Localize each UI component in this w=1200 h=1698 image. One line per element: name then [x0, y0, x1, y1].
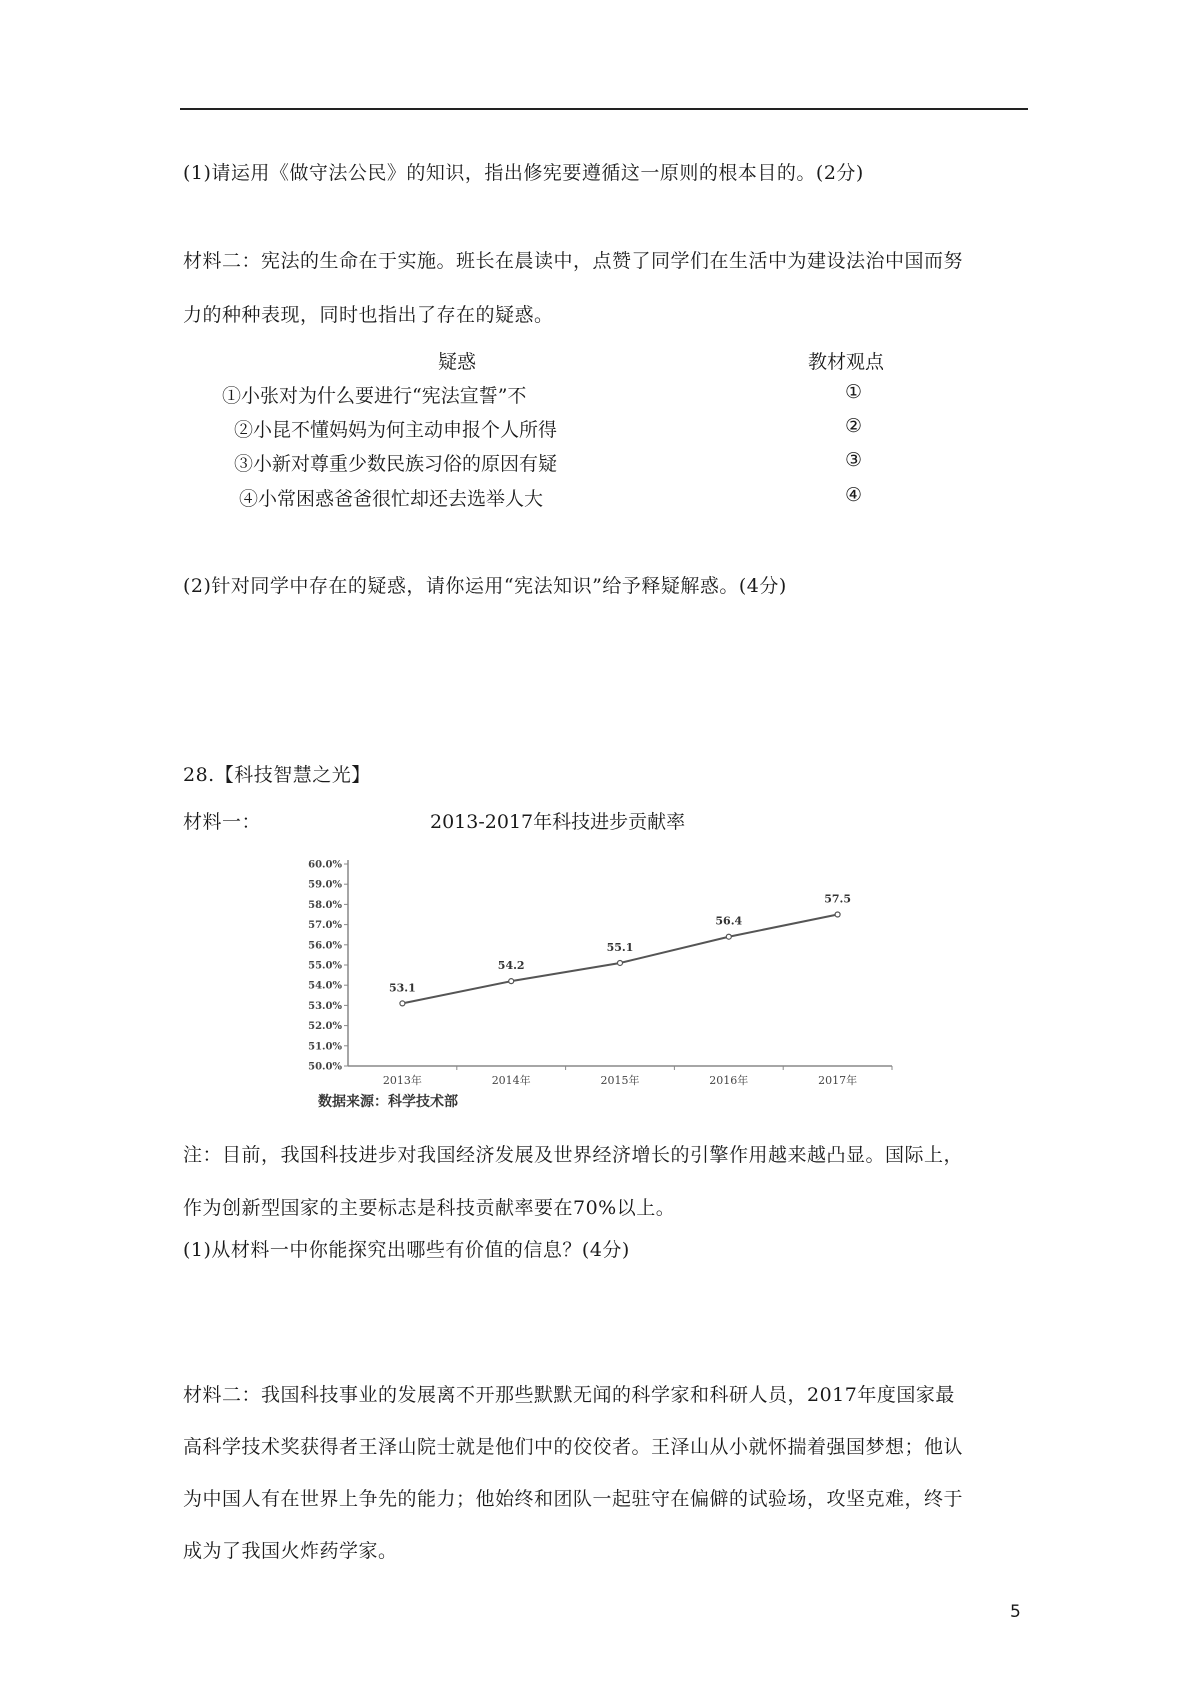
table-row-point: ① — [845, 381, 863, 403]
table-row-question: ④小常困惑爸爸很忙却还去选举人大 — [239, 488, 544, 510]
chart-source: 数据来源：科学技术部 — [318, 1094, 458, 1110]
material2-line-2: 力的种种表现，同时也指出了存在的疑惑。 — [183, 304, 554, 326]
data-point — [835, 912, 840, 917]
y-tick-label: 55.0% — [308, 960, 342, 972]
data-point — [618, 960, 623, 965]
x-tick-label: 2015年 — [600, 1074, 640, 1087]
data-point — [726, 934, 731, 939]
table-row-question: ②小昆不懂妈妈为何主动申报个人所得 — [234, 419, 558, 441]
data-point — [400, 1001, 405, 1006]
note-line-1: 注：目前，我国科技进步对我国经济发展及世界经济增长的引擎作用越来越凸显。国际上， — [183, 1144, 964, 1166]
material2b-line-3: 为中国人有在世界上争先的能力；他始终和团队一起驻守在偏僻的试验场，攻坚克难，终于 — [183, 1488, 964, 1510]
material2b-line-2: 高科学技术奖获得者王泽山院士就是他们中的佼佼者。王泽山从小就怀揣着强国梦想；他认 — [183, 1436, 964, 1458]
question-2: (2)针对同学中存在的疑惑，请你运用“宪法知识”给予释疑解惑。(4分) — [183, 575, 787, 597]
table-row-question: ①小张对为什么要进行“宪法宣誓”不 — [222, 385, 527, 407]
x-axis — [348, 1066, 892, 1087]
x-tick-label: 2016年 — [709, 1074, 749, 1087]
y-tick-label: 51.0% — [308, 1041, 342, 1053]
page-number: 5 — [1010, 1602, 1021, 1622]
y-tick-label: 54.0% — [308, 980, 342, 992]
data-label: 57.5 — [824, 892, 851, 906]
data-point — [509, 979, 514, 984]
data-label: 55.1 — [606, 940, 634, 954]
material1-label: 材料一： — [183, 811, 262, 833]
material2b-line-1: 材料二：我国科技事业的发展离不开那些默默无闻的科学家和科研人员，2017年度国家最 — [183, 1384, 955, 1406]
y-tick-label: 57.0% — [308, 920, 342, 932]
table-row-point: ③ — [845, 449, 863, 471]
x-tick-label: 2014年 — [491, 1074, 531, 1087]
material2-line-1: 材料二：宪法的生命在于实施。班长在晨读中，点赞了同学们在生活中为建设法治中国而努 — [183, 250, 964, 272]
table-row-point: ② — [845, 415, 863, 437]
series-polyline — [402, 915, 837, 1004]
table-row-question: ③小新对尊重少数民族习俗的原因有疑 — [234, 453, 558, 475]
y-tick-label: 59.0% — [308, 879, 342, 891]
data-label: 53.1 — [389, 981, 416, 995]
contribution-rate-chart — [290, 850, 910, 1120]
note-line-2: 作为创新型国家的主要标志是科技贡献率要在70%以上。 — [183, 1197, 676, 1219]
chart-title: 2013-2017年科技进步贡献率 — [430, 811, 686, 833]
table-row-point: ④ — [845, 484, 863, 506]
y-axis — [308, 860, 348, 1073]
question-1: (1)请运用《做守法公民》的知识，指出修宪要遵循这一原则的根本目的。(2分) — [183, 162, 864, 184]
y-tick-label: 50.0% — [308, 1061, 342, 1073]
data-label: 54.2 — [497, 959, 525, 973]
y-tick-label: 60.0% — [308, 859, 342, 871]
table-header-question: 疑惑 — [438, 351, 477, 373]
material2b-line-4: 成为了我国火炸药学家。 — [183, 1540, 398, 1562]
x-tick-label: 2017年 — [818, 1074, 858, 1087]
series-line — [389, 893, 851, 1006]
y-tick-label: 58.0% — [308, 899, 342, 911]
table-header-point: 教材观点 — [808, 351, 885, 373]
y-tick-label: 53.0% — [308, 1000, 342, 1012]
header-rule — [180, 108, 1028, 110]
y-tick-label: 52.0% — [308, 1021, 342, 1033]
question-28-1: (1)从材料一中你能探究出哪些有价值的信息？(4分) — [183, 1239, 630, 1261]
x-tick-label: 2013年 — [382, 1074, 422, 1087]
data-label: 56.4 — [715, 914, 743, 928]
section-28-title: 28.【科技智慧之光】 — [183, 764, 371, 786]
y-tick-label: 56.0% — [308, 940, 342, 952]
